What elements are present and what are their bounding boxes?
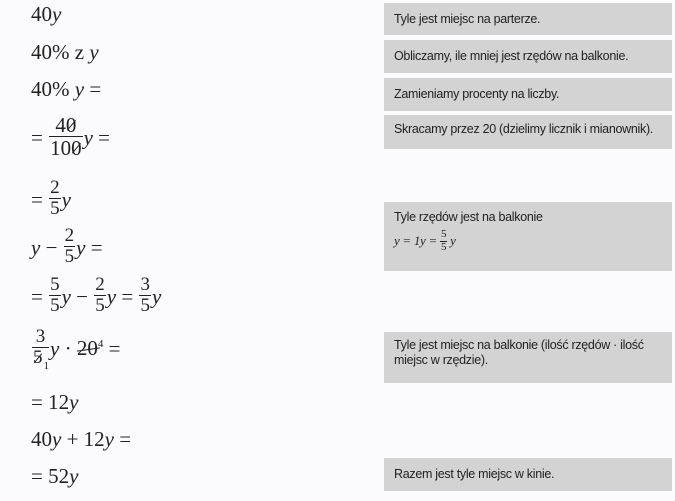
expression: 40y: [31, 2, 62, 26]
math-line-7: [31, 274, 162, 319]
denominator: 100: [50, 136, 82, 161]
math-line-4: [31, 113, 111, 162]
math-line-3: [31, 79, 101, 100]
fraction: [49, 178, 61, 219]
equals-sign: =: [98, 125, 111, 150]
denominator: 5: [64, 245, 75, 267]
equals-sign: =: [121, 284, 134, 309]
expression: 40% y =: [31, 77, 102, 101]
fraction: [440, 229, 447, 253]
numerator: 40: [55, 113, 77, 137]
cancelled-denominator: 5: [33, 346, 43, 368]
minus-sign: −: [76, 284, 89, 309]
variable-y: y: [151, 284, 162, 309]
variable-y: y: [76, 235, 86, 260]
denominator: [32, 346, 49, 372]
numerator: 2: [95, 274, 105, 295]
denominator: 5: [440, 240, 447, 253]
minus-sign: −: [45, 235, 58, 260]
equals-sign: =: [31, 125, 43, 150]
note-text: Razem jest tyle miejsc w kinie.: [394, 467, 555, 481]
variable-y: y: [61, 187, 71, 212]
note-text: Skracamy przez 20 (dzielimy licznik i mianownik).: [394, 122, 653, 136]
denominator: 5: [140, 294, 150, 316]
numerator: 5: [440, 228, 447, 240]
multiply-dot: ·: [64, 336, 72, 361]
expression: 40% z y: [31, 40, 99, 64]
math-line-8: [31, 326, 121, 372]
denominator: 5: [50, 294, 60, 316]
denominator: 5: [95, 294, 105, 316]
fraction: [139, 275, 151, 316]
note-box-1: [384, 3, 672, 35]
math-line-10: [31, 429, 131, 450]
variable-y: y: [31, 235, 41, 260]
expression: 40y + 12y =: [31, 427, 132, 451]
variable-y: y: [61, 284, 71, 309]
note-box-2: [384, 40, 672, 73]
fraction-40-100: [49, 114, 83, 159]
expression: = 12y: [31, 390, 79, 414]
formula-lhs: y = 1y =: [394, 233, 437, 249]
fraction: [94, 275, 106, 316]
variable-y: y: [450, 233, 456, 249]
equals-sign: =: [31, 187, 43, 212]
note-box-4: [384, 115, 672, 149]
note-text: Zamieniamy procenty na liczby.: [394, 87, 560, 101]
note-box-5: [384, 202, 672, 271]
variable-y: y: [83, 125, 93, 150]
equals-sign: =: [90, 235, 103, 260]
note-text: Tyle rzędów jest na balkonie: [394, 210, 543, 224]
expression: = 52y: [31, 464, 79, 488]
denominator: 5: [50, 197, 60, 219]
note-text: Obliczamy, ile mniej jest rzędów na balkonie.: [394, 49, 629, 63]
note-box-3: [384, 78, 672, 111]
numerator: 3: [140, 274, 150, 295]
math-line-9: [31, 392, 78, 413]
variable-y: y: [106, 284, 117, 309]
note-formula: [394, 229, 672, 253]
fraction: [64, 226, 76, 267]
numerator: 5: [50, 274, 60, 295]
math-line-11: [31, 466, 78, 487]
note-box-6: [384, 332, 672, 383]
numerator: 2: [50, 177, 60, 198]
fraction: [32, 326, 49, 372]
note-text: Tyle jest miejsc na balkonie (ilość rzędów · ilość miejsc w rzędzie).: [394, 338, 644, 367]
fraction: [49, 275, 61, 316]
math-line-2: [31, 42, 99, 63]
variable-y: y: [50, 336, 60, 361]
numerator: 3: [35, 326, 46, 347]
math-line-1: [31, 4, 61, 25]
equals-sign: =: [31, 284, 43, 309]
reduced-denominator: 1: [43, 359, 49, 372]
equals-sign: =: [108, 336, 121, 361]
cancelled-factor: 20: [76, 336, 98, 361]
numerator: 2: [64, 225, 75, 246]
reduced-factor: 4: [97, 338, 104, 351]
math-line-6: [31, 225, 103, 270]
note-text: Tyle jest miejsc na parterze.: [394, 12, 541, 26]
note-box-7: [384, 458, 672, 491]
math-line-5: [31, 177, 71, 222]
